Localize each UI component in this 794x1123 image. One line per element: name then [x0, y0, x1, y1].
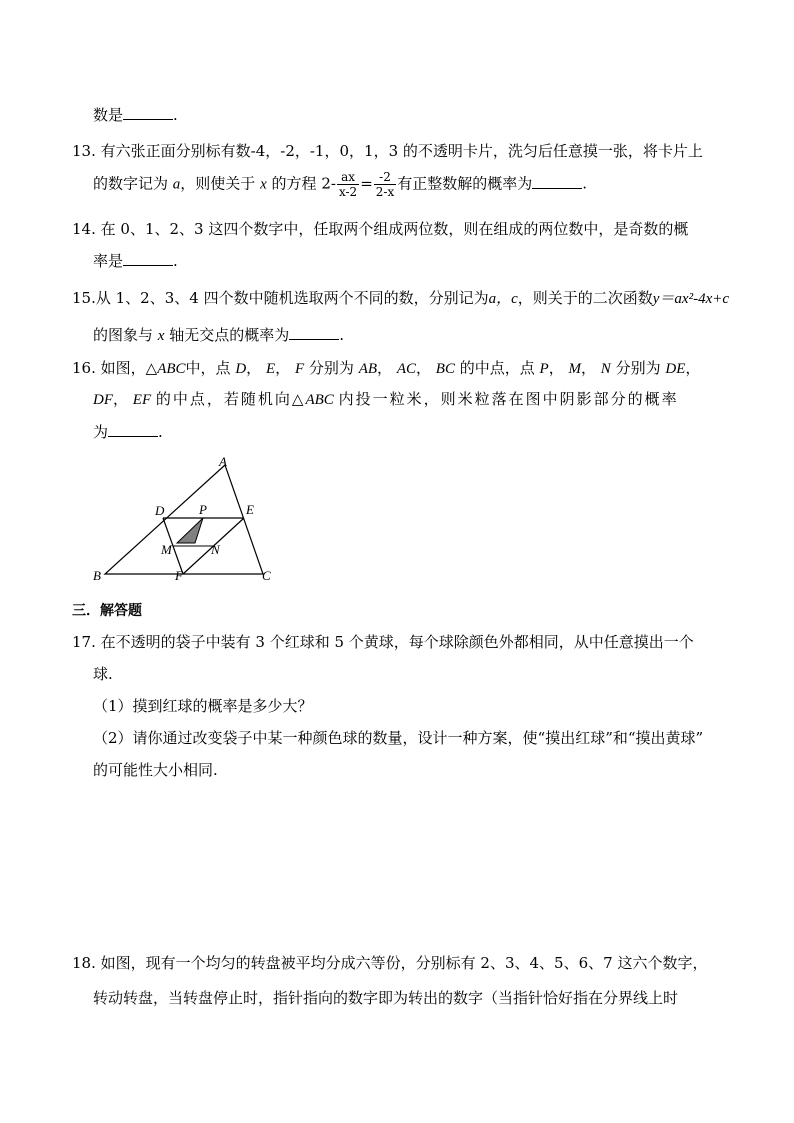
q17-line1 — [72, 631, 694, 652]
label-d: D — [155, 503, 165, 518]
q17-sub2-line2: 的可能性大小相同. — [93, 761, 218, 779]
q12-period: . — [173, 106, 178, 124]
q18-text-line1: 如图，现有一个均匀的转盘被平均分成六等份，分别标有 2、3、4、5、6、7 这六个数字， — [100, 954, 708, 972]
point-m-label: M — [568, 361, 581, 377]
label-a: A — [219, 454, 227, 469]
comma: ， — [275, 359, 291, 377]
comma: ， — [581, 359, 597, 377]
variable-a: a — [172, 176, 181, 193]
label-p: P — [199, 502, 207, 517]
q13-text: 的数字记为 — [93, 174, 169, 193]
q13-number: 13. — [72, 142, 96, 160]
fraction-numerator: ax — [337, 170, 359, 185]
q18-line1 — [72, 952, 707, 973]
q16-text: 分别为 — [308, 359, 354, 377]
q15-text: 轴无交点的概率为 — [169, 326, 290, 344]
point-f-label: F — [294, 361, 305, 377]
q14-line1 — [72, 218, 688, 239]
segment-df: DF — [93, 392, 113, 408]
triangle-abc-label: ABC — [157, 361, 186, 377]
q13-text: 有正整数解的概率为 — [397, 174, 533, 193]
fraction-denominator: 2-x — [375, 185, 395, 199]
label-f: F — [175, 568, 183, 583]
q16-line1 — [72, 357, 700, 378]
q14-text-line1: 在 0、1、2、3 这四个数字中，任取两个组成两位数，则在组成的两位数中，是奇数的概 — [100, 220, 689, 238]
point-e-label: E — [265, 361, 276, 377]
q16-text: 分别为 — [615, 359, 661, 377]
fraction-minus-2-over-2-minus-x — [374, 170, 396, 199]
fraction-numerator: -2 — [374, 170, 396, 185]
q14-text-line2: 率是 — [93, 252, 124, 270]
q15-text: ，则关于的二次函数 — [517, 289, 653, 307]
q18-number: 18. — [72, 954, 96, 972]
variables-a-c: a，c — [488, 291, 518, 307]
q13-line1 — [72, 140, 703, 161]
triangle-abc — [105, 465, 263, 574]
variable-x: x — [157, 328, 165, 344]
comma: ， — [377, 359, 393, 377]
section-title: 三．解答题 — [72, 603, 142, 619]
q15-text: 的图象与 — [93, 326, 154, 344]
q12-tail-text: 数是 — [93, 106, 124, 124]
label-e: E — [246, 502, 254, 517]
comma: ， — [113, 390, 129, 408]
q15-number: 15. — [72, 289, 96, 307]
triangle-figure — [85, 450, 285, 585]
q15-period: . — [339, 326, 345, 344]
label-m: M — [161, 542, 172, 557]
q16-text: 如图，△ — [100, 359, 158, 377]
shaded-region — [177, 518, 203, 543]
segment-ab: AB — [358, 361, 378, 377]
variable-x: x — [260, 176, 267, 193]
q14-number: 14. — [72, 220, 96, 238]
triangle-abc-label: ABC — [305, 392, 334, 408]
q17-sub2-line1: （2）请你通过改变袋子中某一种颜色球的数量，设计一种方案，使“摸出红球”和“摸出黄球” — [93, 729, 704, 747]
answer-blank[interactable] — [108, 422, 158, 437]
q17-line2: 球. — [93, 665, 113, 683]
q17-sub1: （1）摸到红球的概率是多少大？ — [93, 697, 313, 715]
segment-de: DE — [665, 361, 686, 377]
point-d-label: D — [235, 361, 247, 377]
q16-period: . — [158, 423, 163, 441]
q16-line3 — [93, 421, 163, 442]
q13-period: . — [582, 174, 588, 193]
comma: ， — [685, 359, 701, 377]
quadratic-function: y＝ax²-4x+c — [652, 291, 730, 307]
q17-number: 17. — [72, 633, 96, 651]
segment-ef: EF — [132, 392, 152, 408]
label-c: C — [262, 568, 271, 583]
q13-text: ，则使关于 — [180, 174, 256, 193]
comma: ， — [548, 359, 564, 377]
answer-blank[interactable] — [532, 174, 582, 189]
q14-line2 — [93, 250, 178, 271]
answer-blank[interactable] — [289, 325, 339, 340]
q16-line2 — [93, 388, 679, 409]
fraction-denominator: x-2 — [338, 185, 358, 199]
q13-equation-start: 的方程 2- — [271, 174, 336, 193]
fraction-ax-over-x-minus-2 — [337, 170, 359, 199]
q16-text: 内投一粒米，则米粒落在图中阴影部分的概率 — [338, 390, 679, 408]
q15-text: 从 1、2、3、4 四个数中随机选取两个不同的数，分别记为 — [95, 289, 489, 307]
q12-tail-line — [93, 104, 178, 125]
q13-text-line1: 有六张正面分别标有数-4，-2，-1，0，1，3 的不透明卡片，洗匀后任意摸一张，将卡片上 — [100, 142, 703, 160]
q16-text: 中，点 — [185, 359, 231, 377]
q13-line2 — [93, 170, 587, 199]
q15-line1 — [72, 287, 729, 308]
q17-text-line1: 在不透明的袋子中装有 3 个红球和 5 个黄球，每个球除颜色外都相同，从中任意摸出一个 — [100, 633, 694, 651]
q16-text: 的中点，若随机向△ — [155, 390, 306, 408]
q16-number: 16. — [72, 359, 96, 377]
segment-bc: BC — [435, 361, 455, 377]
q15-line2 — [93, 324, 344, 345]
point-n-label: N — [600, 361, 611, 377]
comma: ， — [415, 359, 431, 377]
q14-period: . — [173, 252, 178, 270]
equals-sign: = — [360, 174, 373, 193]
comma: ， — [246, 359, 262, 377]
answer-blank[interactable] — [123, 105, 173, 120]
answer-blank[interactable] — [123, 251, 173, 266]
q16-text: 的中点，点 — [459, 359, 535, 377]
q18-line2: 转动转盘，当转盘停止时，指针指向的数字即为转出的数字（当指针恰好指在分界线上时 — [93, 989, 679, 1007]
point-p-label: P — [539, 361, 549, 377]
q16-text: 为 — [93, 423, 109, 441]
segment-ac: AC — [396, 361, 416, 377]
label-b: B — [93, 568, 101, 583]
label-n: N — [211, 542, 220, 557]
